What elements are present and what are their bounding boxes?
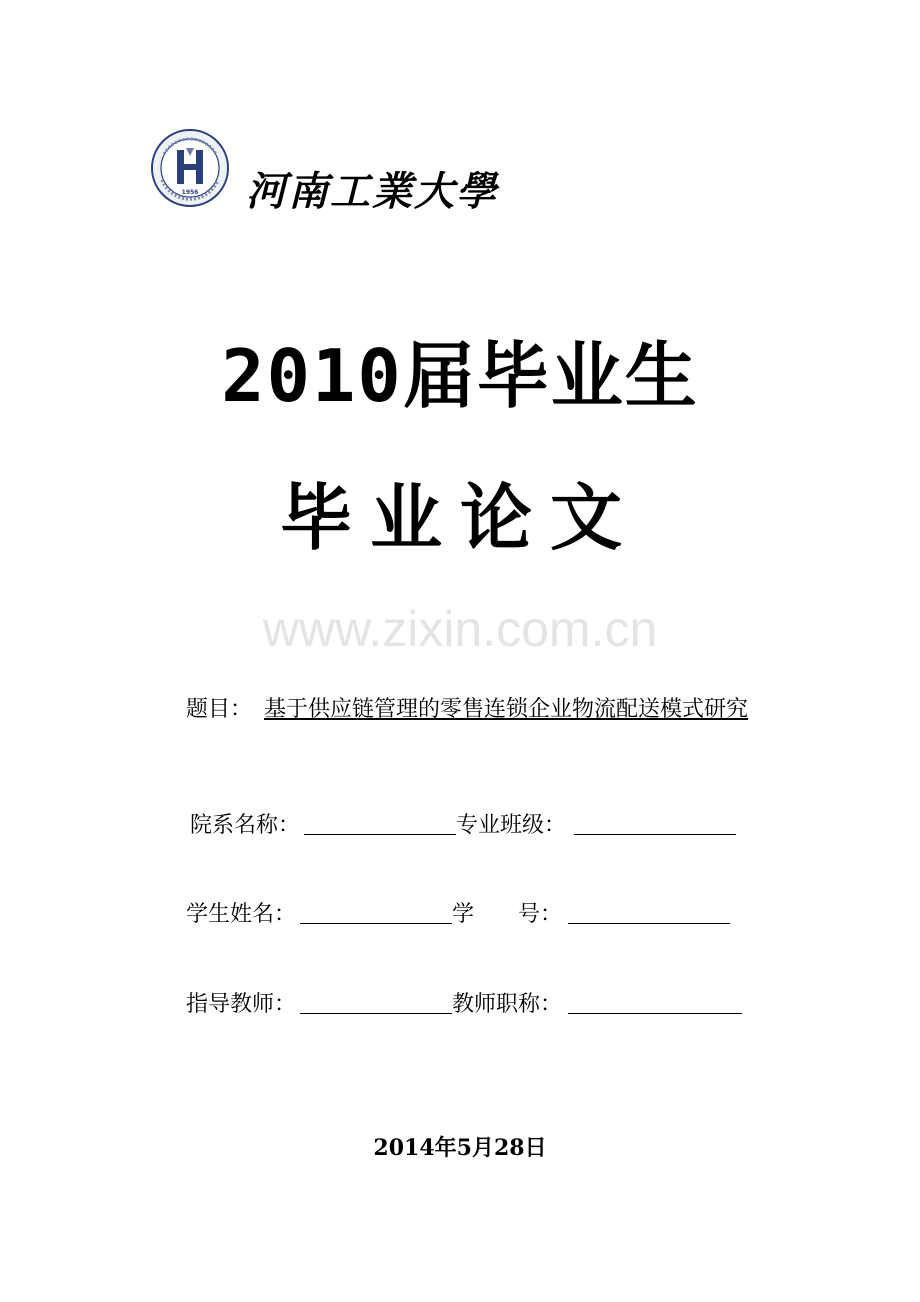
advisor-title-blank (568, 1013, 742, 1014)
student-name-label: 学生姓名： (186, 902, 297, 927)
advisor-blank (300, 1013, 452, 1014)
watermark-text: www.zixin.com.cn (262, 601, 658, 657)
student-id-blank (568, 923, 730, 924)
advisor-title-label: 教师职称： (452, 992, 563, 1017)
cover-title-graduates: 2010届毕业生 (221, 334, 699, 418)
seal-year-text: 1956 (181, 189, 199, 196)
department-blank (304, 834, 456, 835)
submission-date: 2014年5月28日 (373, 1135, 547, 1161)
university-name: 河南工業大學 (246, 168, 498, 215)
subject-value: 基于供应链管理的零售连锁企业物流配送模式研究 (264, 697, 749, 722)
department-label: 院系名称： (190, 813, 301, 838)
major-class-blank (574, 834, 736, 835)
subject-label: 题目： (186, 697, 253, 722)
major-class-label: 专业班级： (456, 813, 567, 838)
thesis-subject (186, 692, 748, 723)
advisor-label: 指导教师： (186, 992, 297, 1017)
student-id-label: 学 号： (452, 902, 563, 927)
cover-title-thesis: 毕业论文 (279, 476, 640, 560)
student-name-blank (300, 923, 452, 924)
university-seal-logo (150, 128, 230, 208)
